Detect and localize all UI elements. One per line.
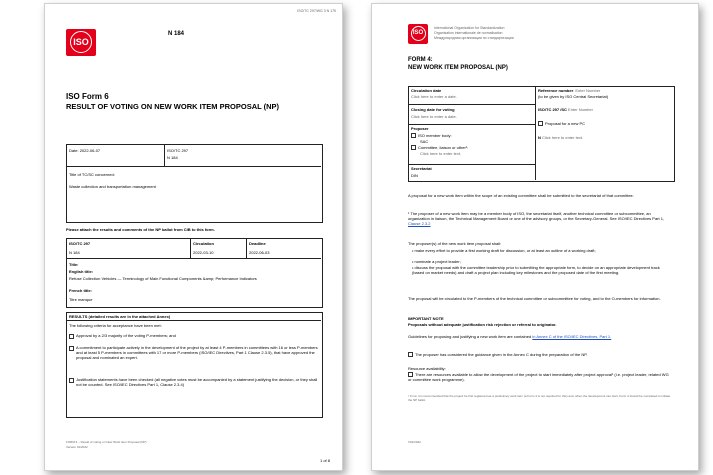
circulation-label: Circulation date <box>411 88 442 93</box>
iso-logo <box>408 24 428 44</box>
proposer-label: Proposer <box>411 126 429 131</box>
ballot-header-circulation: Circulation <box>193 241 214 246</box>
footnote: ¹ If not, it is recommended that the project be first registered as a preliminary work item (a Form 4 is not required for this) and, when the development can start, Form 4 should be completed to initiate the NP ballot. <box>408 394 671 402</box>
circulation-paragraph: The proposal will be circulated to the P-members of the technical committee or subcommittee for voting, and to the O-members for information. <box>408 296 661 301</box>
criteria-intro: The following criteria for acceptance have been met: <box>69 323 162 328</box>
obligation-item-2: • nominate a project leader; <box>412 259 461 264</box>
important-note-label: IMPORTANT NOTE <box>408 316 444 321</box>
committee-doc: N 184 <box>167 155 178 160</box>
reference-number-field[interactable]: Reference number: Enter Number <box>538 88 601 93</box>
results-label: RESULTS (detailed results are in the attached Annex) <box>69 314 171 319</box>
n-number-field[interactable]: N Click here to enter text. <box>538 135 584 140</box>
guidelines-paragraph: Guidelines for proposing and justifying a new work item are contained in Annex C of the ISO/IEC Directives, Part 1. <box>408 334 612 339</box>
closing-date-field[interactable]: Click here to enter a date. <box>411 114 457 119</box>
date-field: Date: 2022-06-07 <box>69 148 101 153</box>
footer-version: Version 01/2022 <box>66 445 88 449</box>
ballot-value-deadline: 2022-06-03 <box>249 250 270 255</box>
english-title: Refuse Collection Vehicles — Terminology of Main Functional Components &amp; Performance Indicators <box>69 276 257 281</box>
ballot-value-doc: N 184 <box>69 250 80 255</box>
criterion-text-2: A commitment to participate actively in the development of the project by at least 4 P-members in committees with 16 or less P-members and at least 5 P-members in committees with 17 or more P-members (ISO/IEC Directives, Part 1 Clause 2.3.5), that have approved the proposal and nominated an expert. <box>76 345 318 360</box>
iso-logo <box>66 29 96 56</box>
criterion-checkbox-3[interactable] <box>69 378 76 383</box>
secretariat-value: DIN <box>411 173 418 178</box>
french-title: Titre manque <box>69 297 93 302</box>
version-label: V01/2022 <box>408 440 421 444</box>
resource-checkbox[interactable]: There are resources available to allow the development of the project to start immediately after project approval¹ (i.e. project leader, related WG or committee work programme). <box>408 372 669 383</box>
form-title: ISO Form 6 <box>66 92 109 101</box>
proposer-paragraph: ¹ The proposer of a new work item may be a member body of ISO, the secretariat itself, another technical committee or subcommittee, an organization in liaison, the Technical Management Board or one of the advisory groups, or the Secretary-General. See ISO/IEC Directives Part 1, Clause 2.3.2 <box>408 211 665 226</box>
document-page-form6 <box>44 3 343 471</box>
circulation-date-field[interactable]: Click here to enter a date. <box>411 94 457 99</box>
obligation-item-1: • make every effort to provide a first working draft for discussion, or at least an outline of a working draft; <box>412 248 596 253</box>
criterion-checkbox-1[interactable] <box>69 334 76 339</box>
obligations-intro: The proposer(s) of the new work item proposal shall: <box>408 241 502 246</box>
org-name-fr: Organisation internationale de normalisation <box>434 31 503 35</box>
guidance-considered-checkbox[interactable]: The proposer has considered the guidance given in the Annex C during the preparation of the NP. <box>408 352 673 357</box>
criterion-text-3: Justification statements have been checked (all negative votes must be accompanied by a statement justifying the decision, or they shall not be counted. See ISO/IEC Directives Part 1, Clause 2.3.4) <box>76 377 318 387</box>
title-tc-label: Title of TC/SC concerned: <box>69 172 115 177</box>
committee-field: ISO/TC 297 <box>167 148 189 153</box>
iso-logo-text: ISO <box>412 30 424 36</box>
org-name-en: International Organization for Standardization <box>434 26 505 30</box>
form-title: FORM 4: <box>408 57 433 63</box>
doc-number: N 184 <box>168 31 185 37</box>
ballot-header-deadline: Deadline <box>249 241 266 246</box>
reference-note: (to be given by ISO Central Secretariat) <box>538 94 609 99</box>
secretariat-label: Secretariat <box>411 166 432 171</box>
committee-liaison-row[interactable]: Committee, liaison or other¹: <box>411 145 468 150</box>
new-pc-checkbox[interactable]: Proposal for a new PC <box>538 121 585 126</box>
org-name-ru: Международная организация по стандартизации <box>434 36 514 40</box>
intro-paragraph: A proposal for a new work item within the scope of an existing committee shall be submitted to the secretariat of that committee. <box>408 193 634 198</box>
page-number: 1 of 8 <box>319 458 330 463</box>
criterion-checkbox-2[interactable] <box>69 346 76 351</box>
footer-form-name: FORM 6 – Result of voting on New Work Item Proposal (NP) <box>66 440 147 444</box>
title-label: Title: <box>69 262 79 267</box>
english-title-label: English title: <box>69 269 93 274</box>
important-note-text: Proposals without adequate justification risk rejection or referral to originator. <box>408 322 557 327</box>
french-title-label: French title: <box>69 288 92 293</box>
resource-label: Resource availability: <box>408 366 446 371</box>
clause-link[interactable]: Clause 2.3.2 <box>408 221 431 226</box>
closing-label: Closing date for voting <box>411 107 455 112</box>
attach-note: Please attach the results and comments of the NP ballot from CIB to this form. <box>66 227 215 232</box>
form-subtitle: NEW WORK ITEM PROPOSAL (NP) <box>408 65 508 71</box>
header-reference: ISO/TC 297/WG 3 N 175 <box>297 9 336 13</box>
member-body-value: SAC <box>420 139 429 144</box>
document-page-form4 <box>371 3 699 471</box>
annex-c-link[interactable]: in Annex C of the ISO/IEC Directives, Part 1. <box>532 334 612 339</box>
member-body-row[interactable]: ISO member body: <box>411 133 452 138</box>
ballot-table <box>66 238 323 308</box>
title-tc-value: Waste collection and transportation management <box>69 184 156 189</box>
tc-sc-field[interactable]: ISO/TC 297 /SC Enter Number <box>538 107 593 112</box>
ballot-value-circulation: 2022-03-10 <box>193 250 214 255</box>
form-subtitle: RESULT OF VOTING ON NEW WORK ITEM PROPOSAL (NP) <box>66 102 280 111</box>
committee-liaison-field[interactable]: Click here to enter text. <box>420 151 462 156</box>
ballot-header-committee: ISO/TC 297 <box>69 241 91 246</box>
iso-logo-text: ISO <box>73 37 89 47</box>
criterion-text-1: Approval by a 2/3 majority of the voting P-members; and <box>76 333 176 338</box>
obligation-item-3: • discuss the proposal with the committee leadership prior to submitting the appropriate form, to decide on an appropriate development track (based on market needs) and draft a project plan including key milestones and the proposed date of the first meeting. <box>412 265 660 275</box>
